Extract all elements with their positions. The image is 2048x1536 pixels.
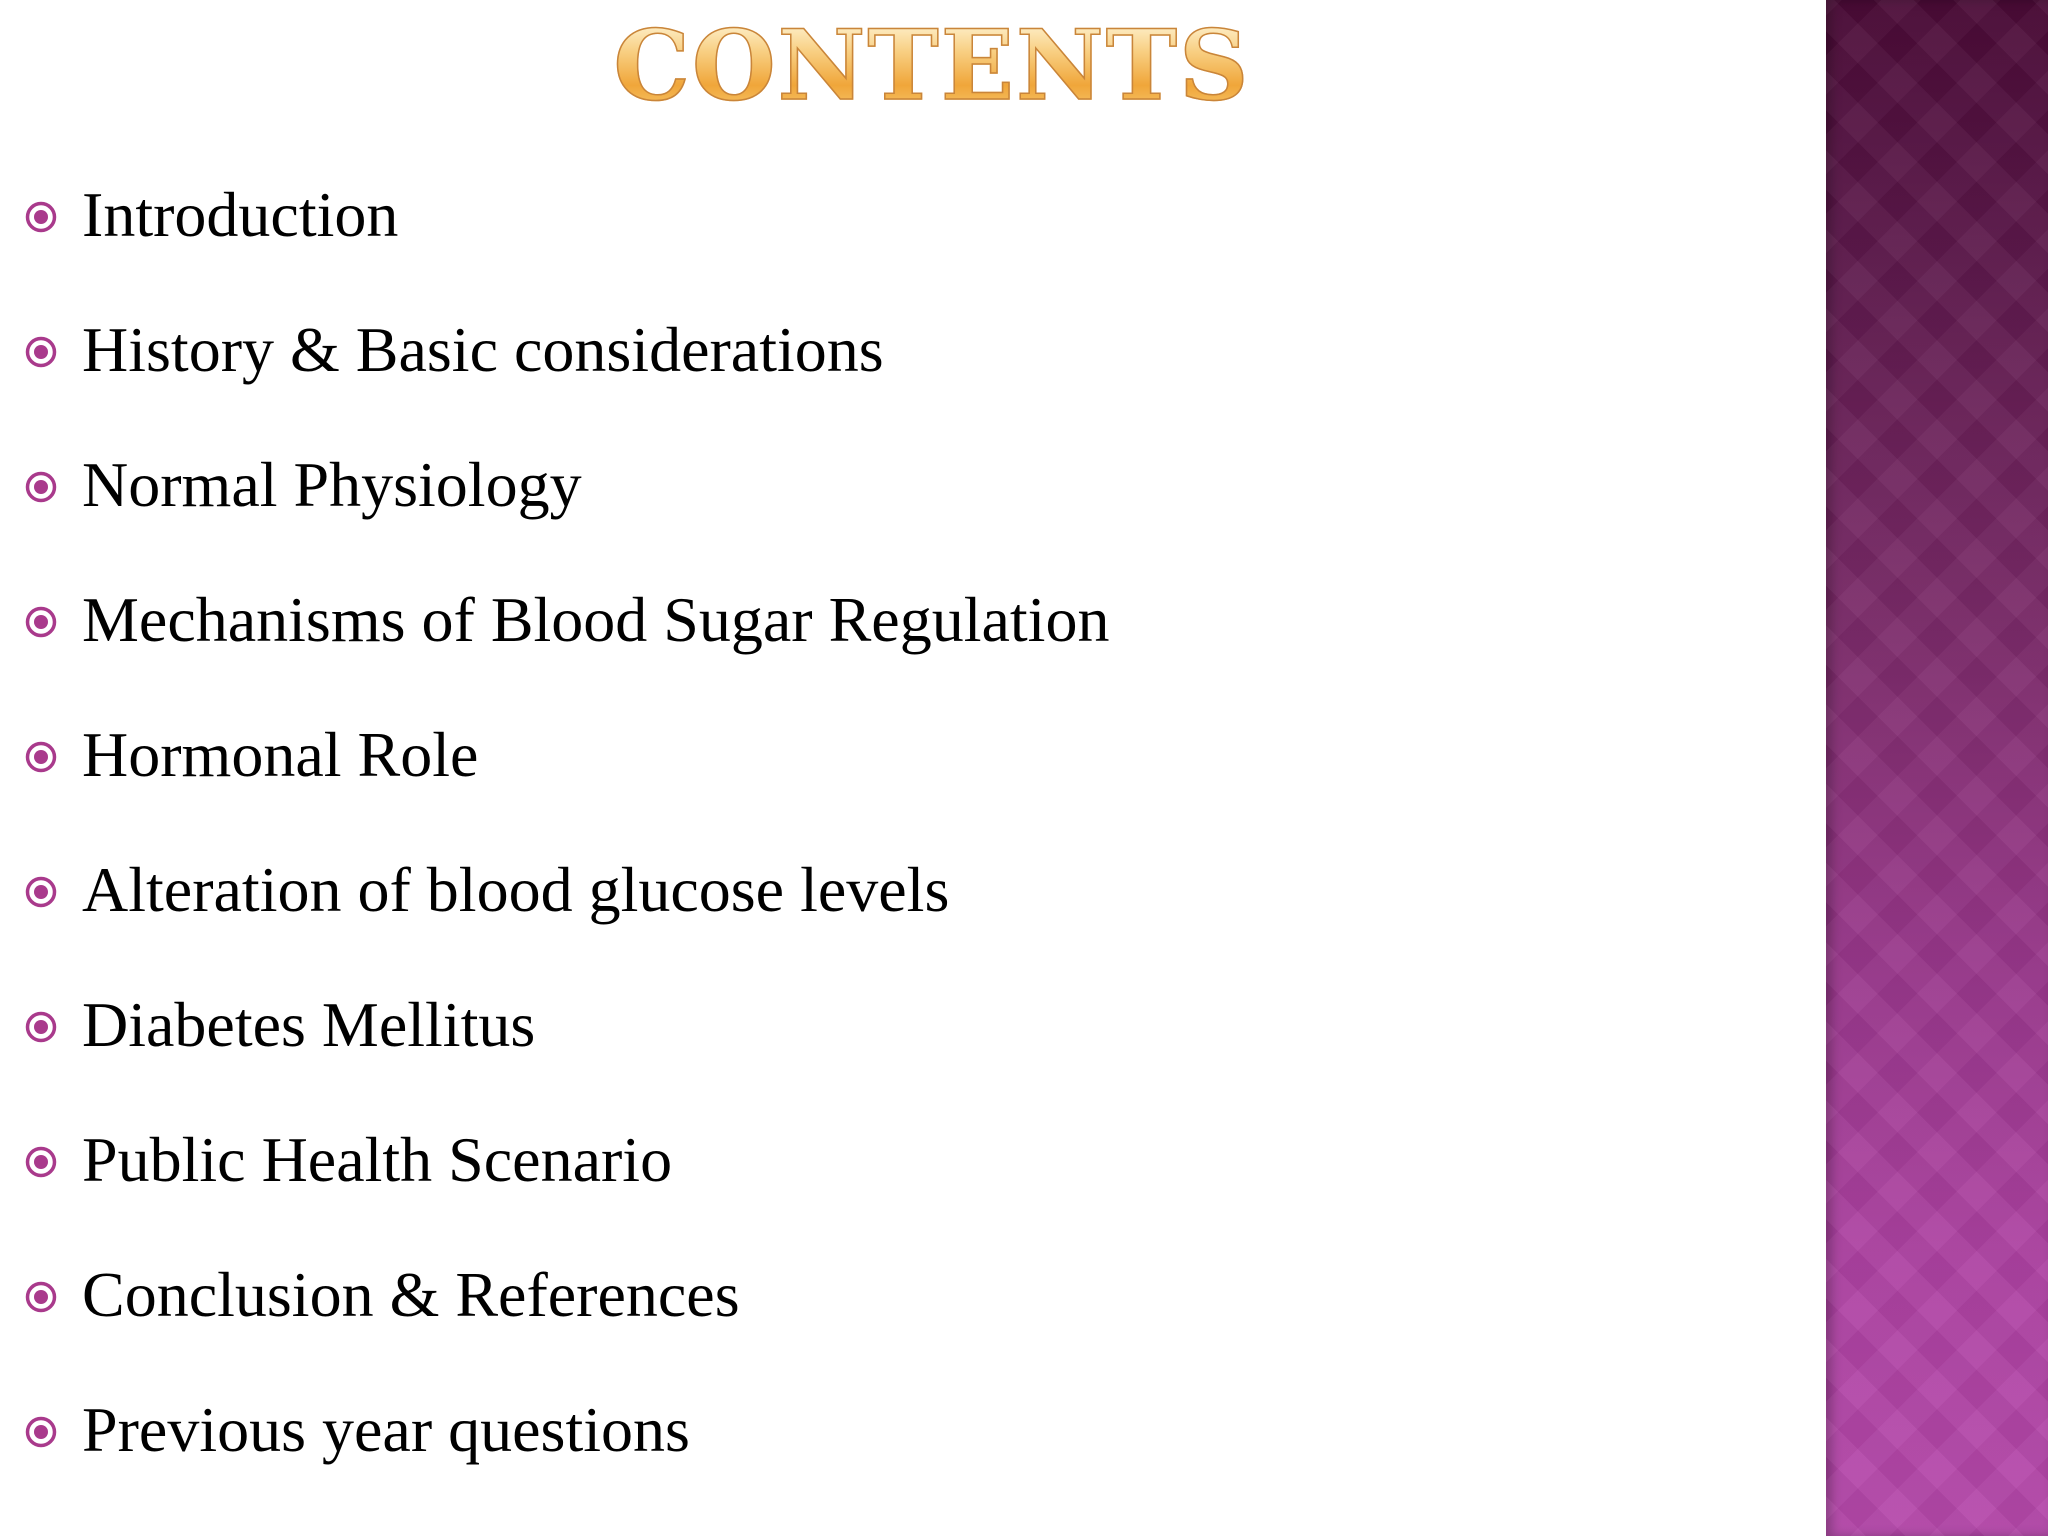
decorative-side-band bbox=[1826, 0, 2048, 1536]
circle-dot-icon bbox=[24, 605, 58, 639]
circle-dot-icon bbox=[24, 1145, 58, 1179]
list-item-label: Mechanisms of Blood Sugar Regulation bbox=[82, 584, 1110, 655]
list-item-label: Conclusion & References bbox=[82, 1259, 740, 1330]
list-item-label: Normal Physiology bbox=[82, 449, 582, 520]
list-item-label: Diabetes Mellitus bbox=[82, 989, 536, 1060]
circle-dot-icon bbox=[24, 875, 58, 909]
slide-title: CONTENTS bbox=[0, 18, 1864, 114]
circle-dot-icon bbox=[24, 335, 58, 369]
list-item-label: History & Basic considerations bbox=[82, 314, 884, 385]
circle-dot-icon bbox=[24, 470, 58, 504]
list-item-label: Alteration of blood glucose levels bbox=[82, 854, 950, 925]
circle-dot-icon bbox=[24, 200, 58, 234]
circle-dot-icon bbox=[24, 740, 58, 774]
list-item-label: Introduction bbox=[82, 179, 399, 250]
list-item-label: Public Health Scenario bbox=[82, 1124, 673, 1195]
circle-dot-icon bbox=[24, 1280, 58, 1314]
circle-dot-icon bbox=[24, 1415, 58, 1449]
side-band-texture bbox=[1826, 0, 2048, 1536]
list-item-label: Hormonal Role bbox=[82, 719, 479, 790]
circle-dot-icon bbox=[24, 1010, 58, 1044]
list-item-label: Previous year questions bbox=[82, 1394, 690, 1465]
